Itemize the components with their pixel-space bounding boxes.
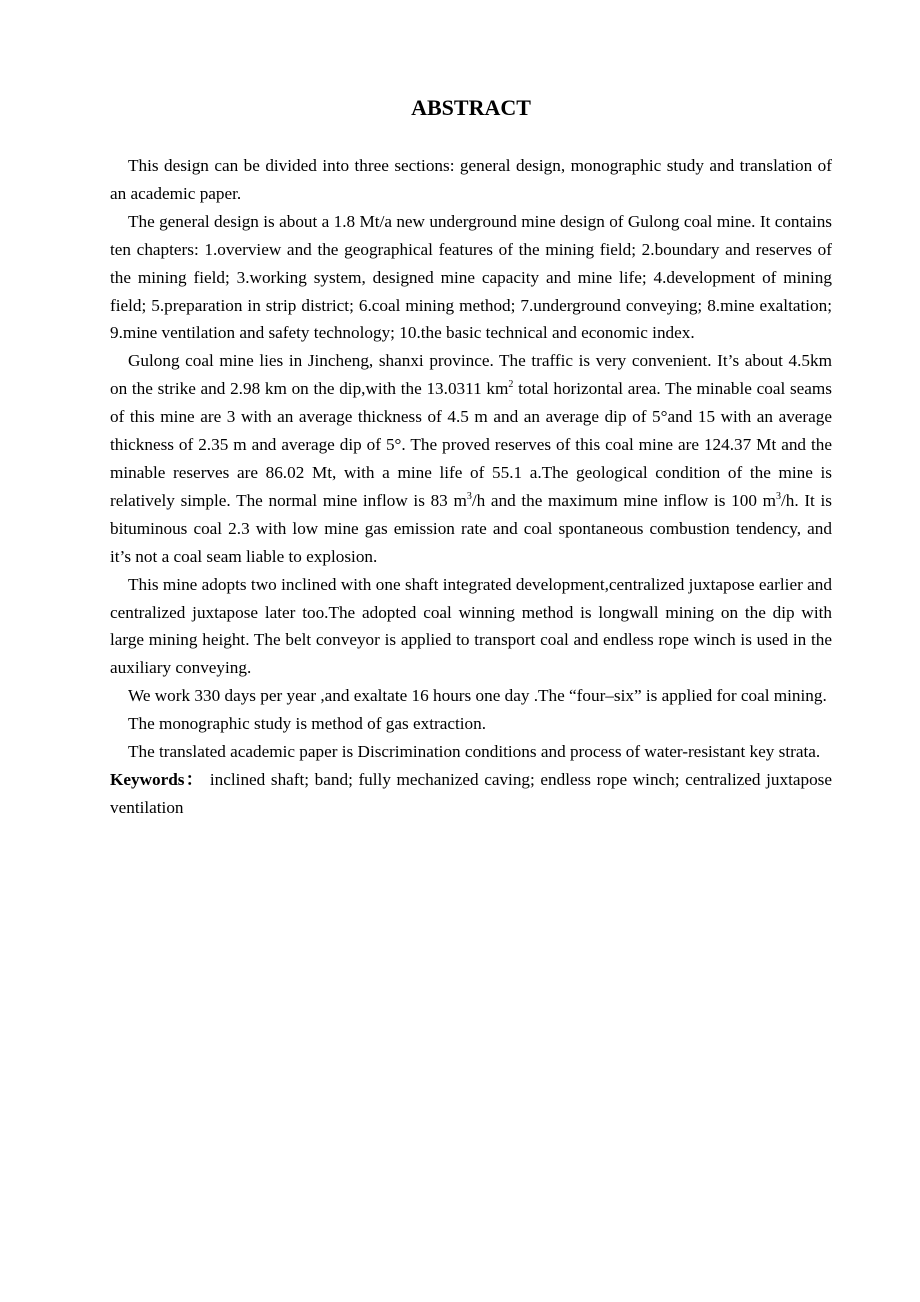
mine-overview-text-b: total horizontal area. The minable coal seams of this mine are 3 with an average thickness of 4.5 m and an average dip of 5°and 15 with an average thickness of 2.35 m and average dip of 5°. The proved reserves of this coal mine are 124.37 Mt and the minable reserves are 86.02 Mt, with a mine life of 55.1 a.The geological condition of the mine is relatively simple. The normal mine inflow is 83 m [110, 379, 832, 510]
superscript-3: 3 [466, 490, 472, 502]
abstract-body [110, 152, 832, 822]
keywords-label: Keywords： [110, 769, 205, 789]
mine-overview-text-d: /h. It is bituminous coal 2.3 with low mine gas emission rate and coal spontaneous combustion tendency, and it’s not a coal seam liable to explosion. [110, 490, 832, 566]
mine-overview-text-a: Gulong coal mine lies in Jincheng, shanxi province. The traffic is very convenient. It’s about 4.5km on the strike and 2.98 km on the dip,with the 13.0311 km [110, 351, 832, 399]
keywords-line [110, 766, 832, 822]
paragraph-translation: The translated academic paper is Discrimination conditions and process of water-resistant key strata. [128, 742, 821, 762]
superscript-2: 2 [508, 379, 514, 391]
mine-overview-text-c: /h and the maximum mine inflow is 100 m [471, 490, 776, 510]
paragraph-development: This mine adopts two inclined with one shaft integrated development,centralized juxtapose earlier and centralized juxtapose later too.The adopted coal winning method is longwall mining on the dip with large mining height. The belt conveyor is applied to transport coal and endless rope winch is used in the auxiliary conveying. [110, 574, 832, 678]
superscript-3-second: 3 [775, 490, 781, 502]
paragraph-monographic-study: The monographic study is method of gas extraction. [128, 714, 486, 734]
abstract-title: ABSTRACT [411, 95, 531, 120]
keywords-text: inclined shaft; band; fully mechanized caving; endless rope winch; centralized juxtapose ventilation [110, 769, 832, 817]
paragraph-sections: This design can be divided into three sections: general design, monographic study and translation of an academic paper. [110, 156, 832, 203]
paragraph-general-design: The general design is about a 1.8 Mt/a new underground mine design of Gulong coal mine. It contains ten chapters: 1.overview and the geographical features of the mining field; 2.boundary and reserves of the mining field; 3.working system, designed mine capacity and mine life; 4.development of mining field; 5.preparation in strip district; 6.coal mining method; 7.underground conveying; 8.mine exaltation; 9.mine ventilation and safety technology; 10.the basic technical and economic index. [110, 211, 832, 343]
paragraph-working-system: We work 330 days per year ,and exaltate 16 hours one day .The “four–six” is applied for coal mining. [128, 686, 827, 706]
paragraph-mine-overview [110, 347, 832, 570]
